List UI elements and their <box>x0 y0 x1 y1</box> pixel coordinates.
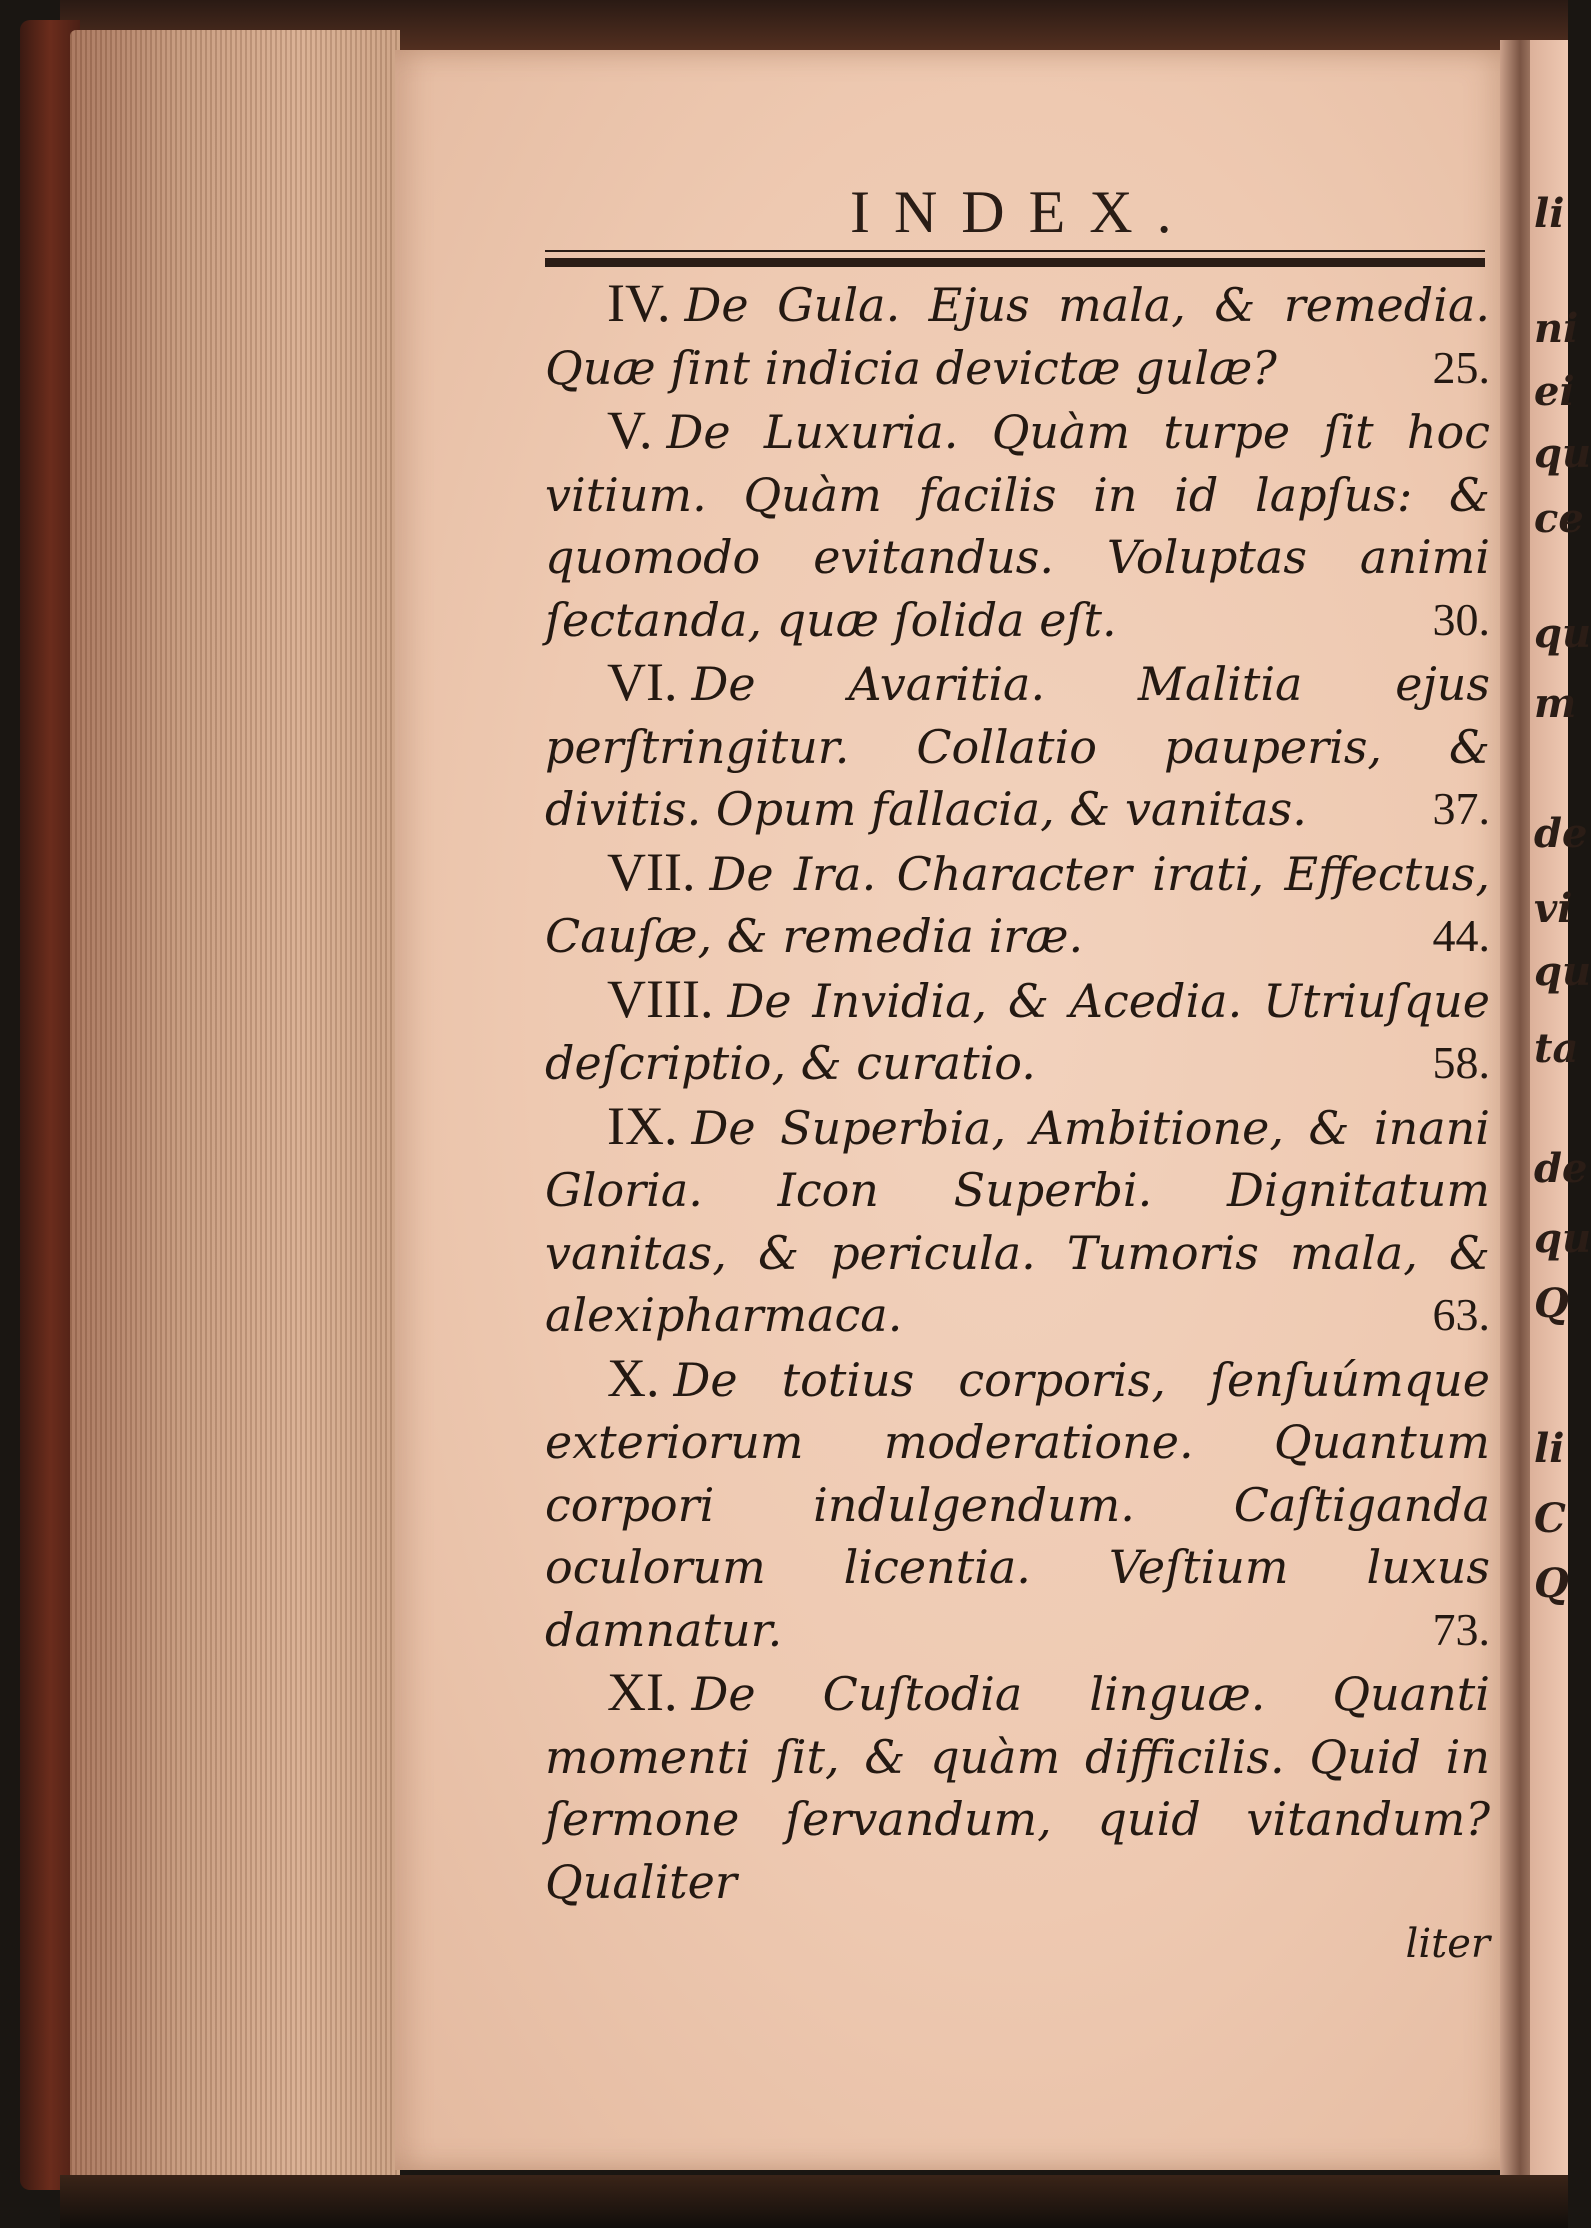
facing-page-fragment: qu <box>1534 610 1591 657</box>
facing-page-fragment: vi <box>1534 885 1573 932</box>
entry-text: De Superbia, Ambitione, & inani Gloria. Icon Superbi. Dignitatum vanitas, & pericula. Tumoris mala, & alexipharmaca. <box>545 1100 1490 1342</box>
index-entries <box>545 272 1490 1967</box>
header-rule-thin <box>545 250 1485 252</box>
index-entry <box>545 651 1490 841</box>
facing-page-fragment: ni <box>1534 305 1579 352</box>
index-entry <box>545 272 1490 399</box>
entry-page-ref: 37. <box>1432 783 1490 834</box>
index-entry <box>545 1661 1490 1913</box>
facing-page-fragment: qu <box>1534 430 1591 477</box>
facing-page-fragment: qu <box>1534 948 1591 995</box>
entry-page-ref: 73. <box>1432 1603 1490 1655</box>
entry-number: VII. <box>607 841 696 902</box>
entry-page-ref: 63. <box>1432 1289 1490 1340</box>
index-entry <box>545 968 1490 1095</box>
entry-text: De Ira. Character irati, Effectus, Cauſæ, & remedia iræ. <box>545 846 1490 963</box>
index-entry <box>545 1347 1490 1662</box>
facing-page-fragment: ce <box>1534 495 1584 542</box>
facing-page <box>1530 40 1591 2180</box>
header-rule <box>545 258 1485 267</box>
entry-text: De Gula. Ejus mala, & remedia. Quæ ſint indicia devictæ gulæ? <box>545 278 1490 395</box>
entry-number: V. <box>607 400 653 460</box>
entry-page-ref: 58. <box>1432 1037 1490 1088</box>
entry-number: XI. <box>607 1662 678 1722</box>
facing-page-fragment: qu <box>1534 1215 1591 1262</box>
facing-page-fragment: li <box>1534 1425 1565 1472</box>
entry-number: VIII. <box>607 968 714 1029</box>
facing-page-fragment: li <box>1534 190 1565 237</box>
facing-page-fragment: C <box>1534 1495 1566 1542</box>
book-bottom-shadow <box>60 2175 1568 2228</box>
facing-page-fragment: Q <box>1534 1560 1569 1607</box>
facing-page-fragment: Q <box>1534 1280 1569 1327</box>
entry-text: De Luxuria. Quàm turpe ſit hoc vitium. Quàm facilis in id lapſus: & quomodo evitandus. Voluptas animi ſectanda, quæ ſolida eſt. <box>545 405 1490 647</box>
entry-text: De Cuſtodia linguæ. Quanti momenti ſit, & quàm difficilis. Quid in ſermone ſervandum, quid vitandum? Qualiter <box>545 1667 1490 1909</box>
entry-text: De totius corporis, ſenſuúmque exteriorum moderatione. Quantum corpori indulgendum. Caſtiganda oculorum licentia. Veſtium luxus damnatur. <box>545 1352 1490 1657</box>
page-edges <box>70 30 400 2180</box>
index-entry <box>545 399 1490 651</box>
facing-page-fragment: de <box>1534 1145 1588 1192</box>
entry-number: X. <box>607 1347 660 1408</box>
entry-number: VI. <box>607 652 678 712</box>
facing-page-fragment: ta <box>1534 1025 1579 1072</box>
entry-page-ref: 44. <box>1432 910 1490 961</box>
index-entry <box>545 1095 1490 1347</box>
facing-page-fragment: m <box>1534 680 1577 727</box>
catchword: liter <box>1405 1921 1490 1967</box>
entry-number: IV. <box>607 273 671 333</box>
index-entry <box>545 841 1490 968</box>
facing-page-fragment: ei <box>1534 368 1575 415</box>
entry-number: IX. <box>607 1095 678 1156</box>
entry-text: De Avaritia. Malitia ejus perſtringitur. Collatio pauperis, & divitis. Opum fallacia, & vanitas. <box>545 657 1490 836</box>
facing-page-fragment: de <box>1534 810 1588 857</box>
entry-page-ref: 30. <box>1432 593 1490 645</box>
entry-text: De Invidia, & Acedia. Utriuſque deſcriptio, & curatio. <box>545 973 1490 1090</box>
running-head: INDEX. <box>850 179 1196 245</box>
entry-page-ref: 25. <box>1432 341 1490 393</box>
